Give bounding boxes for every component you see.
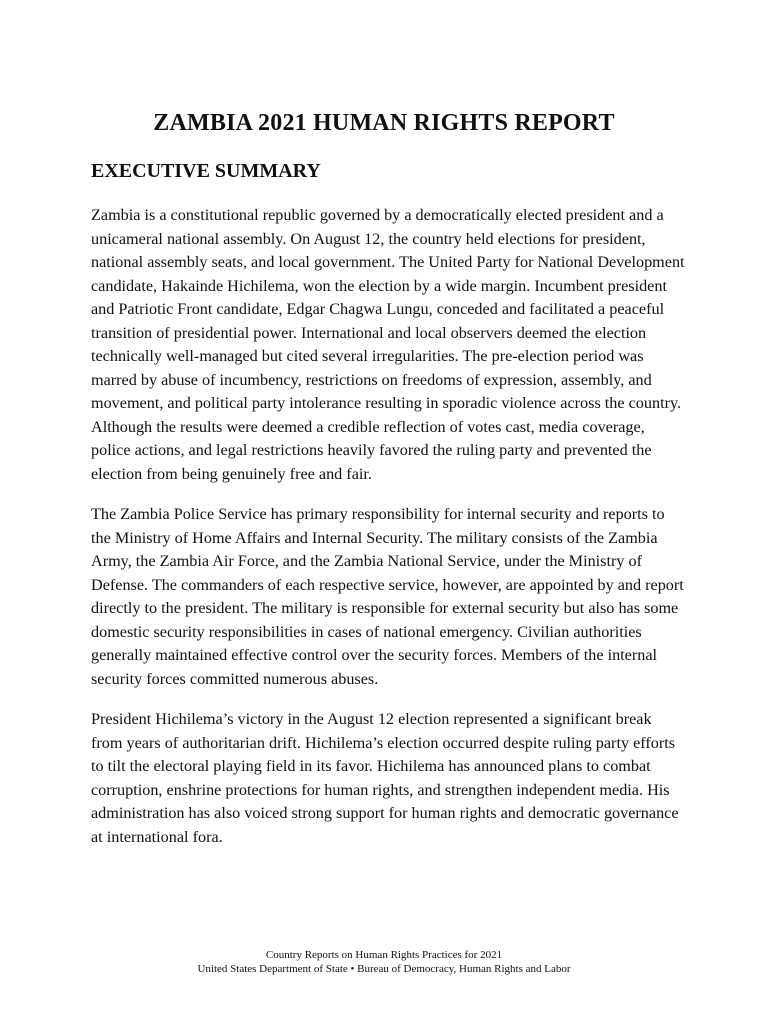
paragraph-1: Zambia is a constitutional republic governed by a democratically elected president and a unicameral national assembly. On August 12, the country held elections for president, national assembly seats, and local government. The United Party for National Development candidate, Hakainde Hichilema, won the election by a wide margin. Incumbent president and Patriotic Front candidate, Edgar Chagwa Lungu, conceded and facilitated a peaceful transition of presidential power. International and local observers deemed the election technically well-managed but cited several irregularities. The pre-election period was marred by abuse of incumbency, restrictions on freedoms of expression, assembly, and movement, and political party intolerance resulting in sporadic violence across the country. Although the results were deemed a credible reflection of votes cast, media coverage, police actions, and legal restrictions heavily favored the ruling party and prevented the election from being genuinely free and fair. <box>91 206 685 483</box>
footer-line-1: Country Reports on Human Rights Practices for 2021 <box>265 949 503 961</box>
paragraph-2: The Zambia Police Service has primary responsibility for internal security and reports to the Ministry of Home Affairs and Internal Security. The military consists of the Zambia Army, the Zambia Air Force, and the Zambia National Service, under the Ministry of Defense. The commanders of each respective service, however, are appointed by and report directly to the president. The military is responsible for external security but also has some domestic security responsibilities in cases of national emergency. Civilian authorities generally maintained effective control over the security forces. Members of the internal security forces committed numerous abuses. <box>91 505 684 688</box>
body-text <box>91 204 687 866</box>
page-footer <box>0 948 768 976</box>
report-title: ZAMBIA 2021 HUMAN RIGHTS REPORT <box>153 110 615 136</box>
footer-line-2: United States Department of State • Bureau of Democracy, Human Rights and Labor <box>197 963 571 975</box>
section-heading: EXECUTIVE SUMMARY <box>91 160 321 182</box>
paragraph-3: President Hichilema’s victory in the August 12 election represented a significant break from years of authoritarian drift. Hichilema’s election occurred despite ruling party efforts to tilt the electoral playing field in its favor. Hichilema has announced plans to combat corruption, enshrine protections for human rights, and strengthen independent media. His administration has also voiced strong support for human rights and democratic governance at international fora. <box>91 710 679 846</box>
